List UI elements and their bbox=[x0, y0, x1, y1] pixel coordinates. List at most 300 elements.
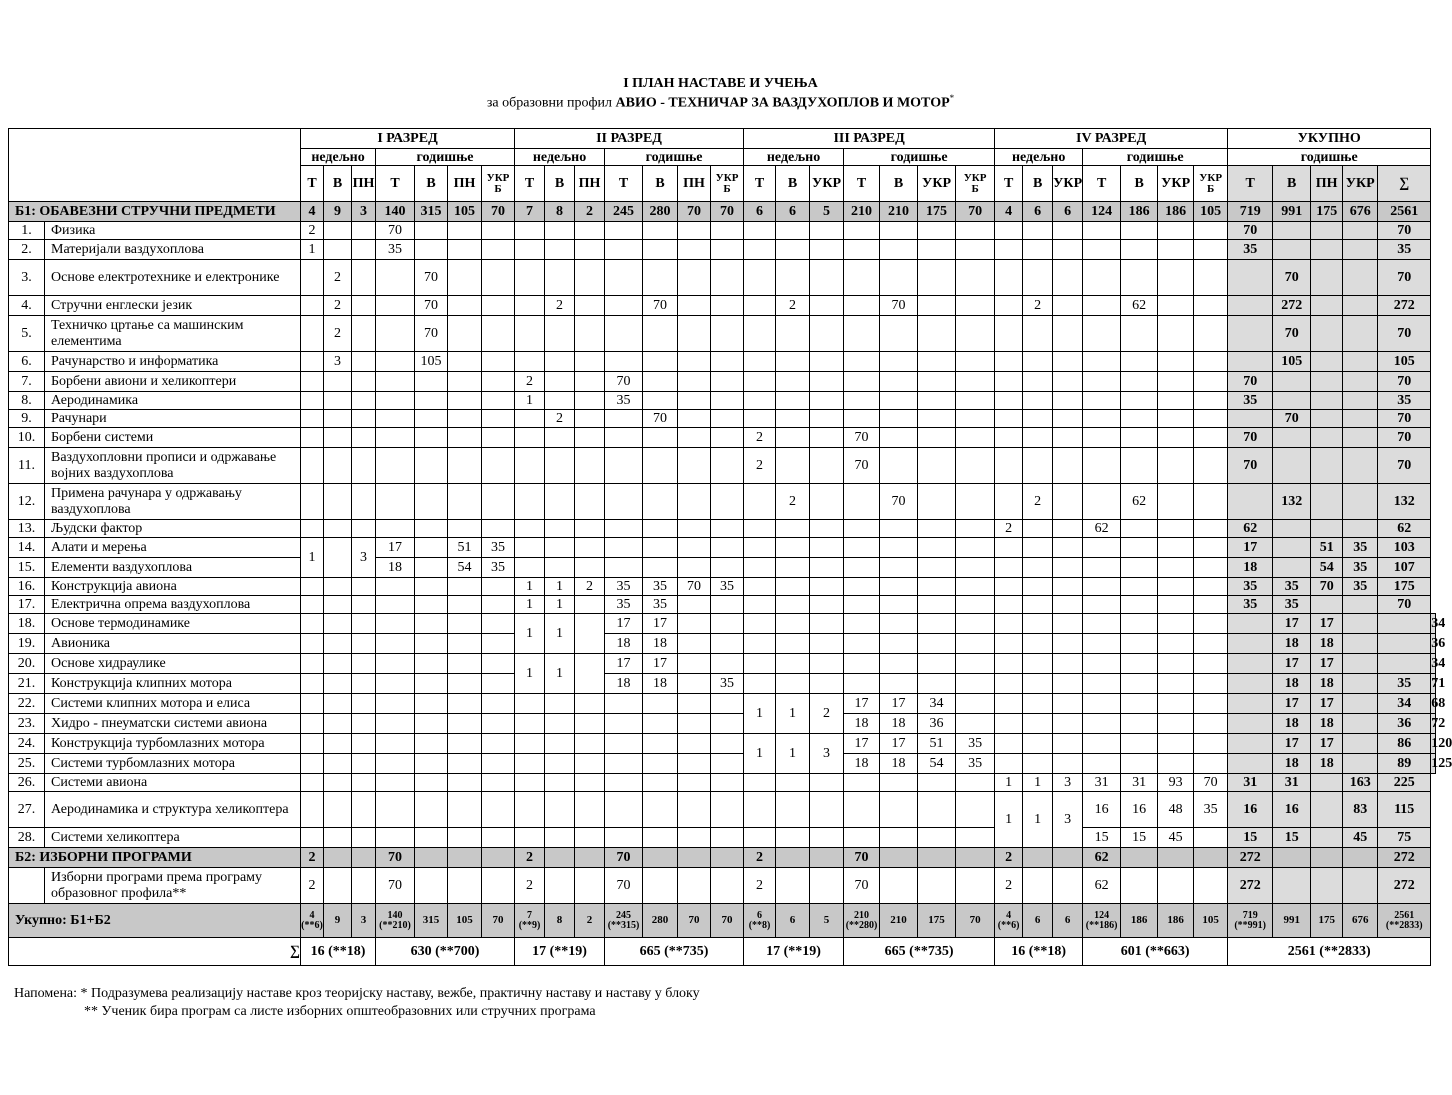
column-header: УКР bbox=[810, 166, 844, 202]
value-cell bbox=[844, 372, 880, 392]
value-cell bbox=[1343, 392, 1378, 410]
value-cell bbox=[643, 538, 678, 558]
empty-cell bbox=[810, 828, 844, 848]
value-cell bbox=[844, 296, 880, 316]
table-row bbox=[9, 372, 1436, 392]
row-number: 11. bbox=[9, 448, 45, 484]
section-total-cell bbox=[575, 848, 605, 868]
subject-name: Физика bbox=[45, 222, 301, 240]
empty-cell bbox=[415, 734, 448, 754]
value-cell bbox=[1311, 240, 1343, 260]
section-total-cell bbox=[918, 848, 956, 868]
value-cell bbox=[448, 428, 482, 448]
weekly-merged-cell: 3 bbox=[810, 734, 844, 774]
value-cell: 17 bbox=[1273, 614, 1311, 634]
value-cell bbox=[880, 352, 918, 372]
value-cell bbox=[415, 520, 448, 538]
value-cell: 35 bbox=[643, 578, 678, 596]
value-cell: 70 bbox=[415, 260, 448, 296]
subject-name: Електрична опрема ваздухоплова bbox=[45, 596, 301, 614]
value-cell bbox=[545, 428, 575, 448]
empty-cell bbox=[482, 674, 515, 694]
column-header: УКР Б bbox=[956, 166, 995, 202]
value-cell bbox=[776, 558, 810, 578]
value-cell bbox=[376, 260, 415, 296]
value-cell bbox=[482, 392, 515, 410]
value-cell: 31 bbox=[1121, 774, 1158, 792]
empty-cell bbox=[810, 774, 844, 792]
empty-cell bbox=[545, 734, 575, 754]
value-cell: 18 bbox=[1311, 714, 1343, 734]
value-cell bbox=[678, 614, 711, 634]
table-row bbox=[9, 828, 1436, 848]
value-cell: 70 bbox=[1228, 222, 1273, 240]
value-cell bbox=[1158, 868, 1194, 904]
page-subtitle bbox=[0, 93, 1441, 112]
subject-name: Аеродинамика bbox=[45, 392, 301, 410]
value-cell: 17 bbox=[1311, 694, 1343, 714]
value-cell bbox=[1158, 240, 1194, 260]
value-cell bbox=[844, 596, 880, 614]
value-cell bbox=[995, 596, 1023, 614]
table-row bbox=[9, 714, 1436, 734]
value-cell: 2 bbox=[744, 428, 776, 448]
sigma-cell: 630 (**700) bbox=[376, 938, 515, 966]
value-cell: 18 bbox=[1228, 558, 1273, 578]
value-cell bbox=[810, 674, 844, 694]
value-cell bbox=[918, 484, 956, 520]
subject-name: Борбени системи bbox=[45, 428, 301, 448]
value-cell bbox=[545, 240, 575, 260]
section-total-cell: 2 bbox=[744, 848, 776, 868]
column-header: ПН bbox=[678, 166, 711, 202]
value-cell bbox=[918, 578, 956, 596]
value-cell bbox=[1053, 392, 1083, 410]
value-cell bbox=[515, 538, 545, 558]
value-cell bbox=[995, 410, 1023, 428]
table-row bbox=[9, 428, 1436, 448]
value-cell bbox=[678, 410, 711, 428]
value-cell bbox=[956, 520, 995, 538]
empty-cell bbox=[678, 754, 711, 774]
value-cell bbox=[995, 714, 1023, 734]
value-cell bbox=[1121, 428, 1158, 448]
value-cell bbox=[1053, 222, 1083, 240]
curriculum-table bbox=[8, 128, 1452, 966]
section-total-cell: 8 bbox=[545, 202, 575, 222]
empty-cell bbox=[545, 694, 575, 714]
value-cell bbox=[1053, 352, 1083, 372]
value-cell bbox=[575, 296, 605, 316]
section-total-cell: 272 bbox=[1378, 848, 1431, 868]
value-cell: 272 bbox=[1273, 296, 1311, 316]
value-cell bbox=[605, 410, 643, 428]
value-cell bbox=[1121, 392, 1158, 410]
empty-cell bbox=[448, 754, 482, 774]
table-row bbox=[9, 674, 1436, 694]
section-total-cell: 9 bbox=[324, 202, 352, 222]
table-row bbox=[9, 774, 1436, 792]
empty-cell bbox=[744, 774, 776, 792]
value-cell bbox=[995, 428, 1023, 448]
value-cell: 54 bbox=[918, 754, 956, 774]
subject-name: Рачунари bbox=[45, 410, 301, 428]
value-cell: 35 bbox=[1343, 538, 1378, 558]
value-cell bbox=[844, 484, 880, 520]
section-total-cell: 315 bbox=[415, 202, 448, 222]
value-cell bbox=[1121, 410, 1158, 428]
empty-cell bbox=[376, 674, 415, 694]
value-cell bbox=[1378, 614, 1431, 634]
value-cell bbox=[1121, 240, 1158, 260]
value-cell: 35 bbox=[1228, 392, 1273, 410]
value-cell bbox=[1121, 448, 1158, 484]
empty-cell bbox=[352, 792, 376, 828]
value-cell bbox=[678, 558, 711, 578]
value-cell bbox=[1121, 694, 1158, 714]
value-cell: 17 bbox=[880, 694, 918, 714]
empty-cell bbox=[376, 792, 415, 828]
value-cell bbox=[1121, 734, 1158, 754]
value-cell: 70 bbox=[605, 868, 643, 904]
empty-cell bbox=[301, 694, 324, 714]
value-cell bbox=[1158, 654, 1194, 674]
total-cell: 175 bbox=[1311, 904, 1343, 938]
value-cell bbox=[711, 520, 744, 538]
value-cell: 35 bbox=[1343, 558, 1378, 578]
total-cell: 105 bbox=[448, 904, 482, 938]
section-total-cell: 2 bbox=[995, 848, 1023, 868]
value-cell bbox=[1083, 754, 1121, 774]
value-cell bbox=[301, 316, 324, 352]
value-cell: 35 bbox=[1228, 240, 1273, 260]
value-cell bbox=[678, 634, 711, 654]
value-cell bbox=[482, 428, 515, 448]
grade-header: II РАЗРЕД bbox=[515, 129, 744, 149]
value-cell: 17 bbox=[643, 654, 678, 674]
empty-cell bbox=[605, 754, 643, 774]
empty-cell bbox=[482, 614, 515, 634]
empty-cell bbox=[605, 828, 643, 848]
value-cell bbox=[1121, 654, 1158, 674]
value-cell bbox=[1158, 260, 1194, 296]
value-cell: 70 bbox=[1311, 578, 1343, 596]
value-cell bbox=[415, 578, 448, 596]
value-cell: 16 bbox=[1083, 792, 1121, 828]
value-cell: 34 bbox=[1431, 654, 1436, 674]
value-cell bbox=[1121, 674, 1158, 694]
sigma-cell: 17 (**19) bbox=[744, 938, 844, 966]
value-cell bbox=[1023, 410, 1053, 428]
value-cell: 107 bbox=[1378, 558, 1431, 578]
empty-cell bbox=[324, 754, 352, 774]
value-cell bbox=[482, 222, 515, 240]
empty-cell bbox=[776, 828, 810, 848]
value-cell bbox=[376, 296, 415, 316]
value-cell bbox=[776, 868, 810, 904]
value-cell bbox=[1053, 484, 1083, 520]
table-row bbox=[9, 792, 1436, 828]
value-cell bbox=[1194, 352, 1228, 372]
value-cell bbox=[1158, 694, 1194, 714]
value-cell bbox=[324, 410, 352, 428]
value-cell bbox=[995, 614, 1023, 634]
value-cell bbox=[575, 428, 605, 448]
value-cell bbox=[545, 520, 575, 538]
section-total-cell bbox=[545, 848, 575, 868]
value-cell bbox=[415, 558, 448, 578]
value-cell bbox=[956, 538, 995, 558]
empty-cell bbox=[711, 828, 744, 848]
value-cell bbox=[1053, 734, 1083, 754]
value-cell: 18 bbox=[844, 754, 880, 774]
empty-cell bbox=[575, 774, 605, 792]
value-cell bbox=[678, 392, 711, 410]
value-cell bbox=[711, 596, 744, 614]
value-cell bbox=[1158, 674, 1194, 694]
value-cell bbox=[545, 484, 575, 520]
column-header: В bbox=[1023, 166, 1053, 202]
section-total-cell: 62 bbox=[1083, 848, 1121, 868]
empty-cell bbox=[415, 792, 448, 828]
row-number: 22. bbox=[9, 694, 45, 714]
total-cell: 186 bbox=[1121, 904, 1158, 938]
value-cell bbox=[995, 260, 1023, 296]
value-cell bbox=[376, 410, 415, 428]
value-cell bbox=[1083, 448, 1121, 484]
section-total-cell bbox=[448, 848, 482, 868]
value-cell bbox=[1158, 634, 1194, 654]
value-cell bbox=[744, 674, 776, 694]
value-cell bbox=[448, 520, 482, 538]
value-cell: 89 bbox=[1378, 754, 1431, 774]
value-cell bbox=[1343, 520, 1378, 538]
column-header: В bbox=[1273, 166, 1311, 202]
yearly-header: годишње bbox=[844, 149, 995, 166]
value-cell bbox=[545, 392, 575, 410]
empty-cell bbox=[545, 714, 575, 734]
value-cell bbox=[515, 558, 545, 578]
subject-name: Рачунарство и информатика bbox=[45, 352, 301, 372]
table-row bbox=[9, 520, 1436, 538]
value-cell bbox=[1311, 828, 1343, 848]
value-cell bbox=[1343, 484, 1378, 520]
row-number: 9. bbox=[9, 410, 45, 428]
value-cell: 2 bbox=[301, 868, 324, 904]
value-cell bbox=[956, 596, 995, 614]
section-total-cell: 210 bbox=[844, 202, 880, 222]
value-cell: 70 bbox=[376, 868, 415, 904]
value-cell: 35 bbox=[1228, 578, 1273, 596]
value-cell bbox=[324, 448, 352, 484]
value-cell bbox=[844, 634, 880, 654]
value-cell bbox=[352, 392, 376, 410]
value-cell bbox=[301, 448, 324, 484]
empty-cell bbox=[301, 828, 324, 848]
value-cell bbox=[918, 558, 956, 578]
value-cell: 17 bbox=[1273, 734, 1311, 754]
weekly-merged-cell: 3 bbox=[1053, 792, 1083, 848]
value-cell bbox=[1311, 428, 1343, 448]
empty-cell bbox=[415, 674, 448, 694]
value-cell bbox=[776, 410, 810, 428]
subject-name: Конструкција клипних мотора bbox=[45, 674, 301, 694]
empty-cell bbox=[301, 792, 324, 828]
value-cell: 70 bbox=[1378, 596, 1431, 614]
value-cell bbox=[643, 240, 678, 260]
value-cell bbox=[575, 558, 605, 578]
value-cell bbox=[1083, 674, 1121, 694]
column-header: Т bbox=[1228, 166, 1273, 202]
value-cell bbox=[605, 484, 643, 520]
value-cell bbox=[776, 596, 810, 614]
value-cell bbox=[678, 352, 711, 372]
empty-cell bbox=[376, 754, 415, 774]
value-cell: 70 bbox=[415, 316, 448, 352]
section-total-cell bbox=[1343, 848, 1378, 868]
grade-header: I РАЗРЕД bbox=[301, 129, 515, 149]
value-cell: 2 bbox=[575, 578, 605, 596]
value-cell: 35 bbox=[1228, 596, 1273, 614]
subject-name: Алати и мерења bbox=[45, 538, 301, 558]
value-cell: 51 bbox=[448, 538, 482, 558]
section-total-cell: 272 bbox=[1228, 848, 1273, 868]
value-cell bbox=[1273, 520, 1311, 538]
section-total-cell: 5 bbox=[810, 202, 844, 222]
empty-cell bbox=[482, 734, 515, 754]
value-cell bbox=[956, 410, 995, 428]
value-cell bbox=[1194, 734, 1228, 754]
value-cell: 2 bbox=[515, 868, 545, 904]
grade-header: УКУПНО bbox=[1228, 129, 1431, 149]
subject-name: Техничко цртање са машинским елементима bbox=[45, 316, 301, 352]
value-cell bbox=[744, 296, 776, 316]
subject-name: Борбени авиони и хеликоптери bbox=[45, 372, 301, 392]
value-cell bbox=[482, 596, 515, 614]
value-cell bbox=[1194, 316, 1228, 352]
value-cell: 17 bbox=[376, 538, 415, 558]
value-cell: 54 bbox=[448, 558, 482, 578]
value-cell bbox=[1053, 520, 1083, 538]
value-cell bbox=[844, 614, 880, 634]
value-cell bbox=[810, 260, 844, 296]
value-cell bbox=[1343, 734, 1378, 754]
table-row bbox=[9, 614, 1436, 634]
empty-cell bbox=[918, 774, 956, 792]
value-cell: 70 bbox=[1273, 260, 1311, 296]
weekly-merged-cell: 1 bbox=[301, 538, 324, 578]
value-cell bbox=[744, 222, 776, 240]
value-cell: 34 bbox=[1431, 614, 1436, 634]
section-total-cell bbox=[956, 848, 995, 868]
empty-cell bbox=[352, 694, 376, 714]
value-cell: 17 bbox=[1273, 654, 1311, 674]
value-cell bbox=[376, 578, 415, 596]
value-cell bbox=[711, 868, 744, 904]
value-cell bbox=[324, 392, 352, 410]
section-total-cell bbox=[324, 848, 352, 868]
value-cell bbox=[880, 634, 918, 654]
value-cell bbox=[1023, 372, 1053, 392]
value-cell bbox=[1228, 484, 1273, 520]
value-cell bbox=[844, 558, 880, 578]
value-cell bbox=[880, 448, 918, 484]
value-cell bbox=[515, 428, 545, 448]
value-cell bbox=[776, 448, 810, 484]
section-total-cell: 6 bbox=[776, 202, 810, 222]
value-cell bbox=[1311, 260, 1343, 296]
value-cell bbox=[1194, 240, 1228, 260]
section-total-cell bbox=[1273, 848, 1311, 868]
value-cell bbox=[1023, 868, 1053, 904]
value-cell bbox=[1053, 410, 1083, 428]
value-cell: 17 bbox=[1228, 538, 1273, 558]
section-total-cell bbox=[711, 848, 744, 868]
row-number: 19. bbox=[9, 634, 45, 654]
value-cell bbox=[744, 484, 776, 520]
value-cell bbox=[1273, 538, 1311, 558]
value-cell bbox=[1343, 296, 1378, 316]
row-number: 6. bbox=[9, 352, 45, 372]
value-cell bbox=[918, 634, 956, 654]
value-cell bbox=[515, 260, 545, 296]
section-total-cell: 676 bbox=[1343, 202, 1378, 222]
value-cell: 51 bbox=[1311, 538, 1343, 558]
value-cell: 70 bbox=[1378, 222, 1431, 240]
footnote-1: Напомена: * Подразумева реализацију наставе кроз теоријску наставу, вежбе, практичну наставу и наставу у блоку bbox=[14, 986, 700, 1001]
empty-cell bbox=[301, 654, 324, 674]
value-cell bbox=[575, 372, 605, 392]
value-cell: 225 bbox=[1378, 774, 1431, 792]
value-cell: 70 bbox=[643, 296, 678, 316]
value-cell: 35 bbox=[482, 538, 515, 558]
value-cell bbox=[1378, 634, 1431, 654]
value-cell bbox=[744, 410, 776, 428]
value-cell: 70 bbox=[1378, 448, 1431, 484]
weekly-merged-cell: 1 bbox=[744, 734, 776, 774]
value-cell: 35 bbox=[711, 578, 744, 596]
value-cell bbox=[515, 296, 545, 316]
value-cell bbox=[918, 428, 956, 448]
total-cell: 4 (**6) bbox=[301, 904, 324, 938]
row-number: 3. bbox=[9, 260, 45, 296]
empty-cell bbox=[301, 614, 324, 634]
column-header: УКР bbox=[1343, 166, 1378, 202]
value-cell: 45 bbox=[1343, 828, 1378, 848]
column-header: ПН bbox=[352, 166, 376, 202]
value-cell bbox=[605, 260, 643, 296]
value-cell bbox=[1083, 538, 1121, 558]
value-cell bbox=[678, 260, 711, 296]
value-cell bbox=[776, 674, 810, 694]
value-cell: 17 bbox=[844, 694, 880, 714]
table-row bbox=[9, 129, 1436, 149]
value-cell: 70 bbox=[1273, 410, 1311, 428]
value-cell bbox=[956, 222, 995, 240]
weekly-merged-cell: 1 bbox=[776, 734, 810, 774]
value-cell: 1 bbox=[1023, 774, 1053, 792]
value-cell bbox=[415, 596, 448, 614]
section-total-cell bbox=[1121, 848, 1158, 868]
section-total-cell bbox=[1311, 848, 1343, 868]
value-cell bbox=[1053, 558, 1083, 578]
section-total-cell: 186 bbox=[1121, 202, 1158, 222]
value-cell bbox=[643, 372, 678, 392]
value-cell: 70 bbox=[1228, 428, 1273, 448]
row-number bbox=[9, 868, 45, 904]
value-cell: 16 bbox=[1121, 792, 1158, 828]
value-cell: 15 bbox=[1228, 828, 1273, 848]
